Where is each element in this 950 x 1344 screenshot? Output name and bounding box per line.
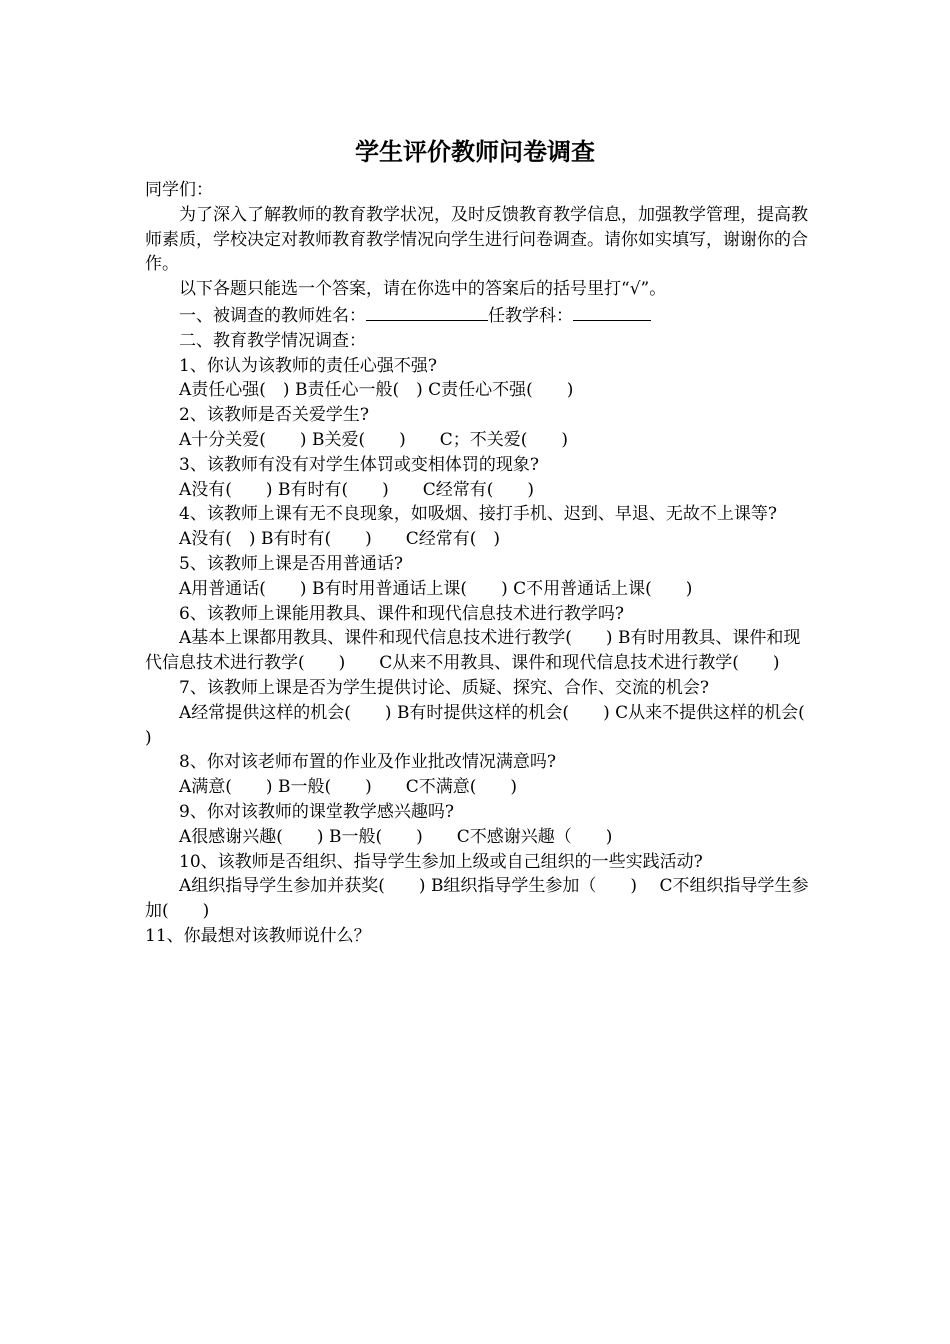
answer-options-10[interactable]: A组织指导学生参加并获奖( ) B组织指导学生参加（ ) C不组织指导学生参加( ) (145, 876, 809, 922)
question-6: 6、该教师上课能用教具、课件和现代信息技术进行教学吗? (179, 603, 624, 624)
instruction-paragraph: 以下各题只能选一个答案，请在你选中的答案后的括号里打“√”。 (179, 279, 667, 300)
question-2: 2、该教师是否关爱学生? (179, 405, 369, 426)
question-8: 8、你对该老师布置的作业及作业批改情况满意吗? (179, 752, 556, 773)
question-3: 3、该教师有没有对学生体罚或变相体罚的现象? (179, 454, 539, 475)
question-11: 11、你最想对该教师说什么？ (145, 925, 371, 946)
section1-line (145, 302, 810, 329)
answer-options-4[interactable]: A没有( ) B有时有( ) C经常有( ) (179, 529, 500, 550)
teacher-name-label: 一、被调查的教师姓名： (179, 305, 366, 326)
answer-options-5[interactable]: A用普通话( ) B有时用普通话上课( ) C不用普通话上课( ) (179, 578, 693, 599)
answer-options-8[interactable]: A满意( ) B一般( ) C不满意( ) (179, 777, 517, 798)
question-4: 4、该教师上课有无不良现象，如吸烟、接打手机、迟到、早退、无故不上课等? (179, 504, 777, 525)
document-body (145, 178, 839, 949)
section2-heading: 二、教育教学情况调查： (179, 330, 366, 351)
teacher-name-blank[interactable] (366, 302, 488, 321)
question-9: 9、你对该教师的课堂教学感兴趣吗? (179, 801, 454, 822)
answer-options-2[interactable]: A十分关爱( ) B关爱( ) C；不关爱( ) (179, 429, 568, 450)
subject-label: 任教学科： (488, 305, 573, 326)
answer-options-3[interactable]: A没有( ) B有时有( ) C经常有( ) (179, 479, 534, 500)
subject-blank[interactable] (573, 302, 651, 321)
greeting: 同学们： (145, 180, 213, 200)
answer-options-7[interactable]: A经常提供这样的机会( ) B有时提供这样的机会( ) C从来不提供这样的机会( ) (145, 702, 839, 748)
question-1: 1、你认为该教师的责任心强不强? (179, 355, 437, 376)
question-10: 10、该教师是否组织、指导学生参加上级或自己组织的一些实践活动? (179, 851, 703, 872)
answer-options-9[interactable]: A很感谢兴趣( ) B一般( ) C不感谢兴趣（ ) (179, 826, 613, 847)
intro-paragraph: 为了深入了解教师的教育教学状况，及时反馈教育教学信息，加强教学管理，提高教师素质，学校决定对教师教育教学情况向学生进行问卷调查。请你如实填写，谢谢你的合作。 (145, 204, 808, 275)
question-5: 5、该教师上课是否用普通话? (179, 553, 403, 574)
answer-options-1[interactable]: A责任心强( ) B责任心一般( ) C责任心不强( ) (179, 380, 574, 401)
answer-options-6[interactable]: A基本上课都用教具、课件和现代信息技术进行教学( ) B有时用教具、课件和现代信息技术进行教学( ) C从来不用教具、课件和现代信息技术进行教学( ) (145, 628, 801, 674)
question-7: 7、该教师上课是否为学生提供讨论、质疑、探究、合作、交流的机会? (179, 677, 709, 698)
document-title: 学生评价教师问卷调查 (355, 137, 595, 166)
